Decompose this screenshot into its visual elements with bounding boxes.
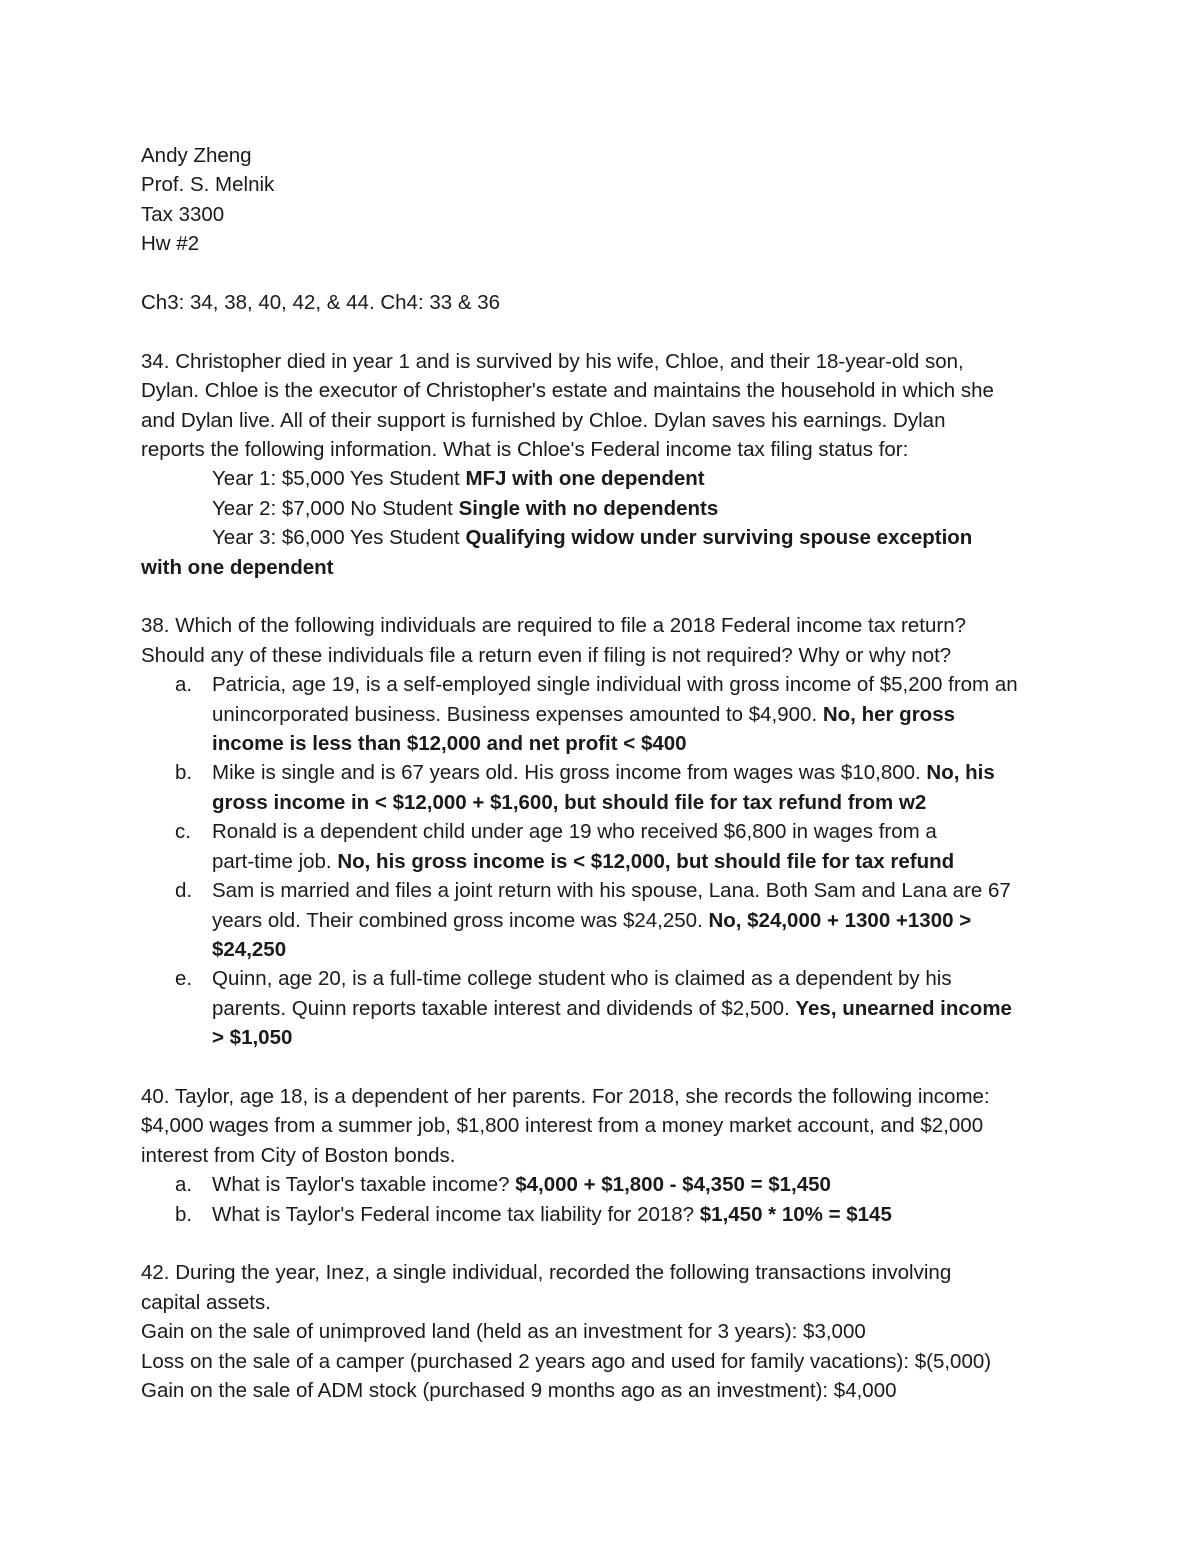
q38-b-answer: No, his: [926, 761, 995, 785]
list-marker: a.: [175, 1173, 193, 1197]
header-block: [141, 141, 1071, 259]
question-40: [141, 1082, 1071, 1229]
q38-item-b: b. Mike is single and is 67 years old. His gross income from wages was $10,800. No, his gross income in < $12,000 + $1,600, but should file for tax refund from w2: [141, 758, 1071, 817]
author-name: Andy Zheng: [141, 144, 252, 167]
q40-b-answer: $1,450 * 10% = $145: [699, 1202, 892, 1226]
q34-year-1: Year 1: $5,000 Yes Student MFJ with one dependent: [212, 467, 705, 491]
q42-line: capital assets.: [141, 1290, 271, 1314]
question-42: [141, 1258, 1071, 1405]
question-38: [141, 611, 1071, 1052]
q40-line: 40. Taylor, age 18, is a dependent of her parents. For 2018, she records the following income:: [141, 1084, 990, 1108]
q38-d-answer: No, $24,000 + 1300 +1300 >: [708, 908, 972, 932]
q38-c-answer: No, his gross income is < $12,000, but should file for tax refund: [337, 849, 955, 873]
problem-list: Ch3: 34, 38, 40, 42, & 44. Ch4: 33 & 36: [141, 291, 501, 315]
q38-a-answer: No, her gross: [822, 702, 955, 726]
list-marker: a.: [175, 673, 193, 697]
list-marker: c.: [175, 820, 191, 844]
professor-name: Prof. S. Melnik: [141, 173, 275, 197]
q38-a-answer-cont: income is less than $12,000 and net profit < $400: [212, 732, 687, 756]
q34-year-1-answer: MFJ with one dependent: [465, 467, 705, 491]
q34-line: and Dylan live. All of their support is furnished by Chloe. Dylan saves his earnings. Dylan: [141, 408, 946, 432]
q38-item-e: e. Quinn, age 20, is a full-time college student who is claimed as a dependent by his parents. Quinn reports taxable interest and dividends of $2,500. Yes, unearned income > $1,050: [141, 964, 1071, 1052]
q40-line: $4,000 wages from a summer job, $1,800 interest from a money market account, and $2,000: [141, 1114, 984, 1138]
q42-transaction: Gain on the sale of ADM stock (purchased 9 months ago as an investment): $4,000: [141, 1378, 897, 1402]
q38-d-answer-cont: $24,250: [212, 937, 287, 961]
assignment-name: Hw #2: [141, 232, 200, 256]
q38-item-d: d. Sam is married and files a joint return with his spouse, Lana. Both Sam and Lana are 67 years old. Their combined gross income was $24,250. No, $24,000 + 1300 +1300 > $24,250: [141, 876, 1071, 964]
q42-transaction: Gain on the sale of unimproved land (held as an investment for 3 years): $3,000: [141, 1320, 866, 1344]
q38-item-a: a. Patricia, age 19, is a self-employed single individual with gross income of $5,200 from an unincorporated business. Business expenses amounted to $4,900. No, her gross income is less than $12,000 and net profit < $400: [141, 670, 1071, 758]
list-marker: d.: [175, 879, 193, 903]
q34-line: Dylan. Chloe is the executor of Christopher's estate and maintains the household in which she: [141, 379, 994, 403]
q34-line: reports the following information. What is Chloe's Federal income tax filing status for:: [141, 438, 909, 462]
course-name: Tax 3300: [141, 202, 225, 226]
q42-line: 42. During the year, Inez, a single individual, recorded the following transactions involving: [141, 1261, 952, 1285]
q34-year-2-answer: Single with no dependents: [458, 496, 719, 520]
q38-e-answer-cont: > $1,050: [212, 1026, 293, 1050]
document-body: [141, 141, 1071, 1405]
list-marker: b.: [175, 1202, 193, 1226]
q40-item-b: b. What is Taylor's Federal income tax liability for 2018? $1,450 * 10% = $145: [141, 1200, 1071, 1229]
question-34: [141, 347, 1071, 582]
q38-item-c: c. Ronald is a dependent child under age 19 who received $6,800 in wages from a part-time job. No, his gross income is < $12,000, but should file for tax refund: [141, 817, 1071, 876]
q34-year-2: Year 2: $7,000 No Student Single with no dependents: [212, 496, 719, 520]
q38-line: 38. Which of the following individuals are required to file a 2018 Federal income tax return?: [141, 614, 967, 638]
q38-line: Should any of these individuals file a return even if filing is not required? Why or why not?: [141, 643, 952, 667]
list-marker: e.: [175, 967, 193, 991]
q42-transaction: Loss on the sale of a camper (purchased 2 years ago and used for family vacations): $(5,000): [141, 1349, 992, 1373]
q38-e-answer: Yes, unearned income: [795, 996, 1012, 1020]
list-marker: b.: [175, 761, 193, 785]
q34-year-3-continuation: with one dependent: [141, 555, 334, 579]
q38-b-answer-cont: gross income in < $12,000 + $1,600, but should file for tax refund from w2: [212, 790, 927, 814]
q34-year-3: Year 3: $6,000 Yes Student Qualifying widow under surviving spouse exception: [212, 526, 973, 550]
q40-item-a: a. What is Taylor's taxable income? $4,000 + $1,800 - $4,350 = $1,450: [141, 1170, 1071, 1199]
q34-year-3-answer: Qualifying widow under surviving spouse exception: [465, 526, 973, 550]
q40-a-answer: $4,000 + $1,800 - $4,350 = $1,450: [515, 1173, 831, 1197]
q34-line: 34. Christopher died in year 1 and is survived by his wife, Chloe, and their 18-year-old son,: [141, 349, 964, 373]
q40-line: interest from City of Boston bonds.: [141, 1143, 456, 1167]
